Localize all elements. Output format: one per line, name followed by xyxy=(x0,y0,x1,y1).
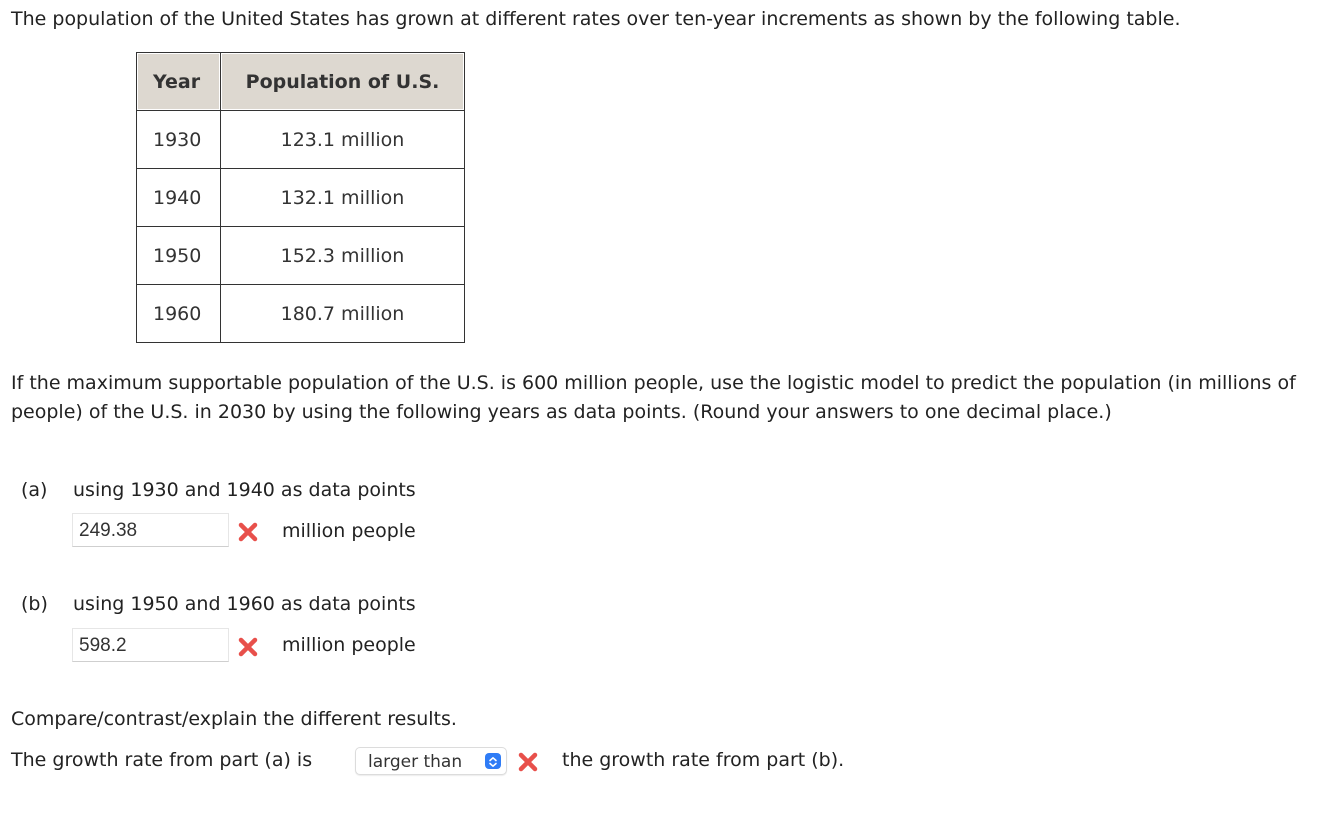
population-table xyxy=(136,52,465,343)
cell-year: 1950 xyxy=(137,227,221,285)
table-row xyxy=(137,169,465,227)
cell-year: 1930 xyxy=(137,111,221,169)
intro-text: The population of the United States has grown at different rates over ten-year increments as shown by the following table. xyxy=(11,8,1181,30)
cell-year: 1960 xyxy=(137,285,221,343)
cell-population: 152.3 million xyxy=(221,227,465,285)
table-header-row xyxy=(137,53,465,111)
cell-population: 123.1 million xyxy=(221,111,465,169)
comparison-sentence-start: The growth rate from part (a) is xyxy=(11,749,313,771)
up-down-chevron-icon xyxy=(485,753,501,769)
question-text: If the maximum supportable population of the U.S. is 600 million people, use the logistic model to predict the population (in millions of people) of the U.S. in 2030 by using the following years as data points. (Round your answers to one decimal place.) xyxy=(11,372,1296,423)
comparison-sentence-end: the growth rate from part (b). xyxy=(562,749,845,771)
compare-prompt: Compare/contrast/explain the different results. xyxy=(11,708,457,730)
header-year: Year xyxy=(137,53,221,111)
header-population: Population of U.S. xyxy=(221,53,465,111)
part-b-text: using 1950 and 1960 as data points xyxy=(73,593,416,615)
comparison-select-value: larger than xyxy=(368,752,463,772)
cell-population: 132.1 million xyxy=(221,169,465,227)
part-b-answer-input[interactable]: 598.2 xyxy=(72,628,229,662)
part-a-text: using 1930 and 1940 as data points xyxy=(73,479,416,501)
part-a-unit: million people xyxy=(282,520,416,542)
table-row xyxy=(137,227,465,285)
table-row xyxy=(137,285,465,343)
part-b-unit: million people xyxy=(282,634,416,656)
table-row xyxy=(137,111,465,169)
part-b-label: (b) xyxy=(21,593,48,615)
x-mark-icon xyxy=(236,635,260,659)
cell-population: 180.7 million xyxy=(221,285,465,343)
comparison-select[interactable] xyxy=(355,747,507,775)
part-a-label: (a) xyxy=(21,479,48,501)
x-mark-icon xyxy=(516,750,540,774)
part-a-answer-input[interactable]: 249.38 xyxy=(72,513,229,547)
cell-year: 1940 xyxy=(137,169,221,227)
x-mark-icon xyxy=(236,520,260,544)
